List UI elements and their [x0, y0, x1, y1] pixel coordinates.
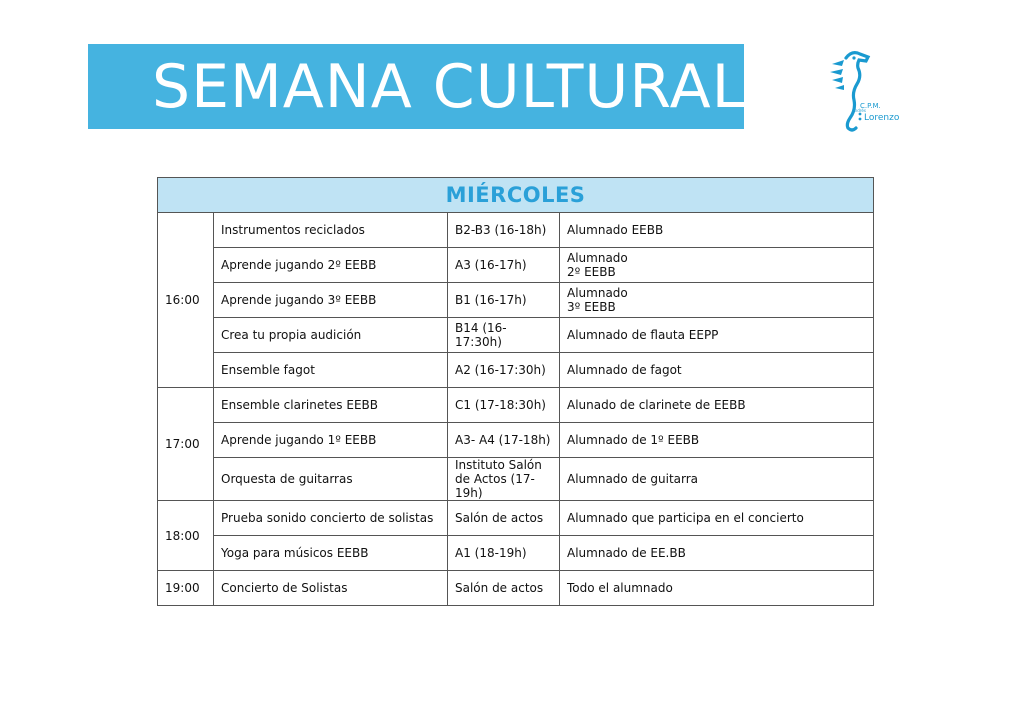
- activity-cell: Prueba sonido concierto de solistas: [214, 501, 448, 536]
- room-cell: A2 (16-17:30h): [448, 353, 560, 388]
- day-header-row: [158, 178, 874, 213]
- activity-cell: Aprende jugando 1º EEBB: [214, 423, 448, 458]
- time-cell: 19:00: [158, 571, 214, 606]
- audience-cell: Alumnado de fagot: [560, 353, 874, 388]
- audience-cell: Alumnado de guitarra: [560, 458, 874, 501]
- audience-cell: Alunado de clarinete de EEBB: [560, 388, 874, 423]
- time-cell: 17:00: [158, 388, 214, 501]
- activity-cell: Aprende jugando 2º EEBB: [214, 248, 448, 283]
- room-cell: A3- A4 (17-18h): [448, 423, 560, 458]
- time-cell: 16:00: [158, 213, 214, 388]
- activity-cell: Instrumentos reciclados: [214, 213, 448, 248]
- room-cell: Instituto Salón de Actos (17-19h): [448, 458, 560, 501]
- seahorse-logo-icon: [824, 48, 904, 132]
- page-title: SEMANA CULTURAL: [152, 52, 747, 122]
- room-cell: Salón de actos: [448, 571, 560, 606]
- logo-line-3: Andrés: [852, 108, 866, 113]
- audience-cell: Alumnado 3º EEBB: [560, 283, 874, 318]
- table-row: [158, 536, 874, 571]
- room-cell: A3 (16-17h): [448, 248, 560, 283]
- audience-cell: Alumnado 2º EEBB: [560, 248, 874, 283]
- table-row: [158, 213, 874, 248]
- day-header: MIÉRCOLES: [158, 178, 874, 213]
- activity-cell: Orquesta de guitarras: [214, 458, 448, 501]
- table-row: [158, 501, 874, 536]
- room-cell: A1 (18-19h): [448, 536, 560, 571]
- activity-cell: Concierto de Solistas: [214, 571, 448, 606]
- room-cell: B1 (16-17h): [448, 283, 560, 318]
- table-row: [158, 458, 874, 501]
- seahorse-logo: [824, 48, 904, 132]
- room-cell: C1 (17-18:30h): [448, 388, 560, 423]
- logo-line-1: C.P.M.: [860, 102, 881, 110]
- activity-cell: Ensemble fagot: [214, 353, 448, 388]
- room-cell: B2-B3 (16-18h): [448, 213, 560, 248]
- table-row: [158, 283, 874, 318]
- audience-cell: Alumnado de flauta EEPP: [560, 318, 874, 353]
- schedule-table: [157, 177, 874, 606]
- room-cell: Salón de actos: [448, 501, 560, 536]
- time-cell: 18:00: [158, 501, 214, 571]
- logo-line-2: Lorenzo: [864, 113, 900, 123]
- audience-cell: Alumnado de EE.BB: [560, 536, 874, 571]
- schedule-body: [158, 213, 874, 606]
- room-cell: B14 (16-17:30h): [448, 318, 560, 353]
- activity-cell: Aprende jugando 3º EEBB: [214, 283, 448, 318]
- activity-cell: Yoga para músicos EEBB: [214, 536, 448, 571]
- audience-cell: Alumnado que participa en el concierto: [560, 501, 874, 536]
- table-row: [158, 318, 874, 353]
- audience-cell: Todo el alumnado: [560, 571, 874, 606]
- title-banner: [88, 44, 747, 129]
- audience-cell: Alumnado de 1º EEBB: [560, 423, 874, 458]
- table-row: [158, 388, 874, 423]
- table-row: [158, 248, 874, 283]
- table-row: [158, 571, 874, 606]
- activity-cell: Crea tu propia audición: [214, 318, 448, 353]
- activity-cell: Ensemble clarinetes EEBB: [214, 388, 448, 423]
- table-row: [158, 353, 874, 388]
- table-row: [158, 423, 874, 458]
- audience-cell: Alumnado EEBB: [560, 213, 874, 248]
